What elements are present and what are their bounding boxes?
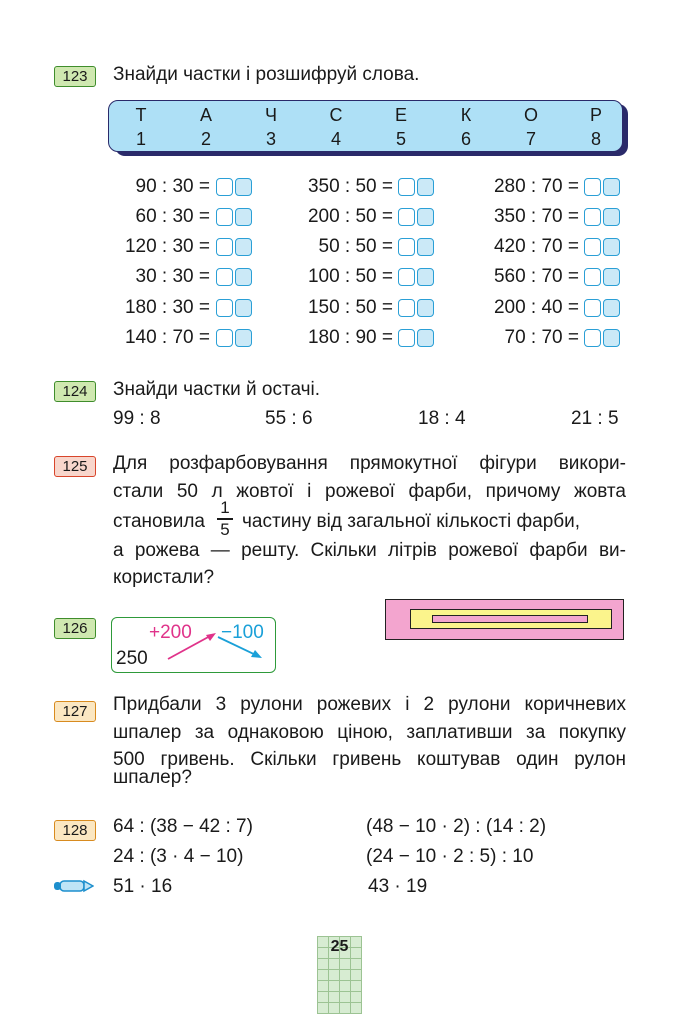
cipher-number: 4 bbox=[330, 129, 341, 149]
text-line-part: становила bbox=[113, 511, 205, 532]
answer-box[interactable] bbox=[417, 238, 434, 256]
equation: 150 : 50 = bbox=[307, 297, 393, 318]
cipher-table bbox=[108, 100, 623, 152]
answer-box[interactable] bbox=[584, 178, 601, 196]
cipher-letter: Ч bbox=[265, 105, 277, 125]
arrow-add-head bbox=[206, 633, 216, 641]
task-number-badge: 124 bbox=[54, 381, 96, 402]
arrow-sub bbox=[218, 637, 258, 656]
text-line: шпалер за однаковою ціною, заплативши за покупку bbox=[113, 721, 626, 743]
text-line: Придбали 3 рулони рожевих і 2 рулони коричневих bbox=[113, 694, 626, 715]
task-text bbox=[113, 691, 626, 774]
equation: 50 : 50 = bbox=[318, 236, 393, 257]
arrow-add bbox=[168, 635, 212, 659]
equation: 350 : 50 = bbox=[307, 176, 393, 197]
equation: 60 : 30 = bbox=[135, 206, 210, 227]
chain-op-add: +200 bbox=[149, 622, 192, 643]
answer-box[interactable] bbox=[398, 268, 415, 286]
task-text bbox=[113, 537, 626, 565]
answer-box[interactable] bbox=[398, 299, 415, 317]
answer-box[interactable] bbox=[603, 299, 620, 317]
text-line: 500 гривень. Скільки гривень коштував один рулон bbox=[113, 749, 626, 770]
division-item: 99 : 8 bbox=[113, 408, 161, 429]
cipher-letter: А bbox=[199, 105, 212, 125]
answer-box[interactable] bbox=[603, 178, 620, 196]
cipher-number: 1 bbox=[135, 129, 146, 149]
equation: 30 : 30 = bbox=[135, 266, 210, 287]
task-number-badge: 125 bbox=[54, 456, 96, 477]
task-number-badge: 123 bbox=[54, 66, 96, 87]
page-number: 25 bbox=[330, 938, 349, 955]
answer-box[interactable] bbox=[235, 178, 252, 196]
answer-box[interactable] bbox=[216, 238, 233, 256]
equation: 180 : 30 = bbox=[124, 297, 210, 318]
answer-box[interactable] bbox=[398, 238, 415, 256]
fraction-numerator: 1 bbox=[220, 498, 230, 517]
equation: 140 : 70 = bbox=[124, 327, 210, 348]
equation: 560 : 70 = bbox=[493, 266, 579, 287]
answer-box[interactable] bbox=[603, 329, 620, 347]
cipher-number: 6 bbox=[460, 129, 471, 149]
answer-box[interactable] bbox=[417, 299, 434, 317]
cipher-number: 2 bbox=[200, 129, 211, 149]
cipher-number: 7 bbox=[525, 129, 536, 149]
equation: 200 : 50 = bbox=[307, 206, 393, 227]
equation: 280 : 70 = bbox=[493, 176, 579, 197]
equation: 120 : 30 = bbox=[124, 236, 210, 257]
answer-box[interactable] bbox=[398, 178, 415, 196]
expression: 43 · 19 bbox=[368, 876, 428, 897]
pencil-icon bbox=[52, 878, 94, 894]
equation: 200 : 40 = bbox=[493, 297, 579, 318]
figure-pink-inner bbox=[432, 615, 588, 623]
answer-box[interactable] bbox=[417, 178, 434, 196]
answer-box[interactable] bbox=[216, 208, 233, 226]
chain-op-sub: −100 bbox=[221, 622, 264, 643]
answer-box[interactable] bbox=[216, 299, 233, 317]
fraction-denominator: 5 bbox=[220, 520, 230, 539]
cipher-letter: К bbox=[460, 105, 472, 125]
equation: 70 : 70 = bbox=[504, 327, 579, 348]
answer-box[interactable] bbox=[603, 238, 620, 256]
answer-box[interactable] bbox=[584, 268, 601, 286]
task-number-badge: 126 bbox=[54, 618, 96, 639]
task-number-badge: 127 bbox=[54, 701, 96, 722]
expression: 51 · 16 bbox=[113, 876, 173, 897]
text-line-part: частину від загальної кількості фарби, bbox=[242, 511, 581, 532]
answer-box[interactable] bbox=[417, 329, 434, 347]
answer-box[interactable] bbox=[584, 238, 601, 256]
text-line: а рожева — решту. Скільки літрів рожевої фарби ви- bbox=[113, 540, 626, 561]
cipher-letter: Т bbox=[135, 105, 147, 125]
cipher-letter: Р bbox=[589, 105, 602, 125]
answer-box[interactable] bbox=[216, 178, 233, 196]
answer-box[interactable] bbox=[235, 268, 252, 286]
answer-box[interactable] bbox=[584, 299, 601, 317]
answer-box[interactable] bbox=[603, 268, 620, 286]
answer-box[interactable] bbox=[398, 208, 415, 226]
task-text bbox=[113, 450, 626, 505]
equation: 90 : 30 = bbox=[135, 176, 210, 197]
answer-box[interactable] bbox=[235, 238, 252, 256]
task-number-badge: 128 bbox=[54, 820, 96, 841]
cipher-letter: Е bbox=[394, 105, 407, 125]
division-item: 55 : 6 bbox=[265, 408, 313, 429]
cipher-number: 3 bbox=[265, 129, 276, 149]
cipher-number: 5 bbox=[395, 129, 406, 149]
expression: 64 : (38 − 42 : 7) bbox=[113, 816, 253, 837]
answer-box[interactable] bbox=[584, 208, 601, 226]
text-line: користали? bbox=[113, 567, 215, 588]
cipher-letter: О bbox=[523, 105, 538, 125]
equation: 100 : 50 = bbox=[307, 266, 393, 287]
answer-box[interactable] bbox=[216, 329, 233, 347]
answer-box[interactable] bbox=[584, 329, 601, 347]
answer-box[interactable] bbox=[603, 208, 620, 226]
task-title: Знайди частки й остачі. bbox=[113, 379, 320, 400]
expression: (48 − 10 · 2) : (14 : 2) bbox=[366, 816, 547, 837]
equation: 350 : 70 = bbox=[493, 206, 579, 227]
answer-box[interactable] bbox=[235, 208, 252, 226]
answer-box[interactable] bbox=[216, 268, 233, 286]
answer-box[interactable] bbox=[235, 299, 252, 317]
equation: 180 : 90 = bbox=[307, 327, 393, 348]
text-line: стали 50 л жовтої і рожевої фарби, причому жовта bbox=[113, 480, 626, 502]
division-item: 21 : 5 bbox=[571, 408, 619, 429]
answer-box[interactable] bbox=[417, 208, 434, 226]
division-item: 18 : 4 bbox=[418, 408, 466, 429]
expression: 24 : (3 · 4 − 10) bbox=[113, 846, 244, 867]
chain-start: 250 bbox=[116, 648, 148, 669]
answer-box[interactable] bbox=[398, 329, 415, 347]
task-title: Знайди частки і розшифруй слова. bbox=[113, 64, 420, 85]
answer-box[interactable] bbox=[235, 329, 252, 347]
text-line: Для розфарбовування прямокутної фігури викори- bbox=[113, 453, 626, 474]
cipher-letter: С bbox=[329, 105, 343, 125]
text-line: шпалер? bbox=[113, 767, 192, 788]
expression: (24 − 10 · 2 : 5) : 10 bbox=[366, 846, 534, 867]
equation: 420 : 70 = bbox=[493, 236, 579, 257]
answer-box[interactable] bbox=[417, 268, 434, 286]
cipher-number: 8 bbox=[590, 129, 601, 149]
chain-arrows bbox=[160, 625, 270, 665]
